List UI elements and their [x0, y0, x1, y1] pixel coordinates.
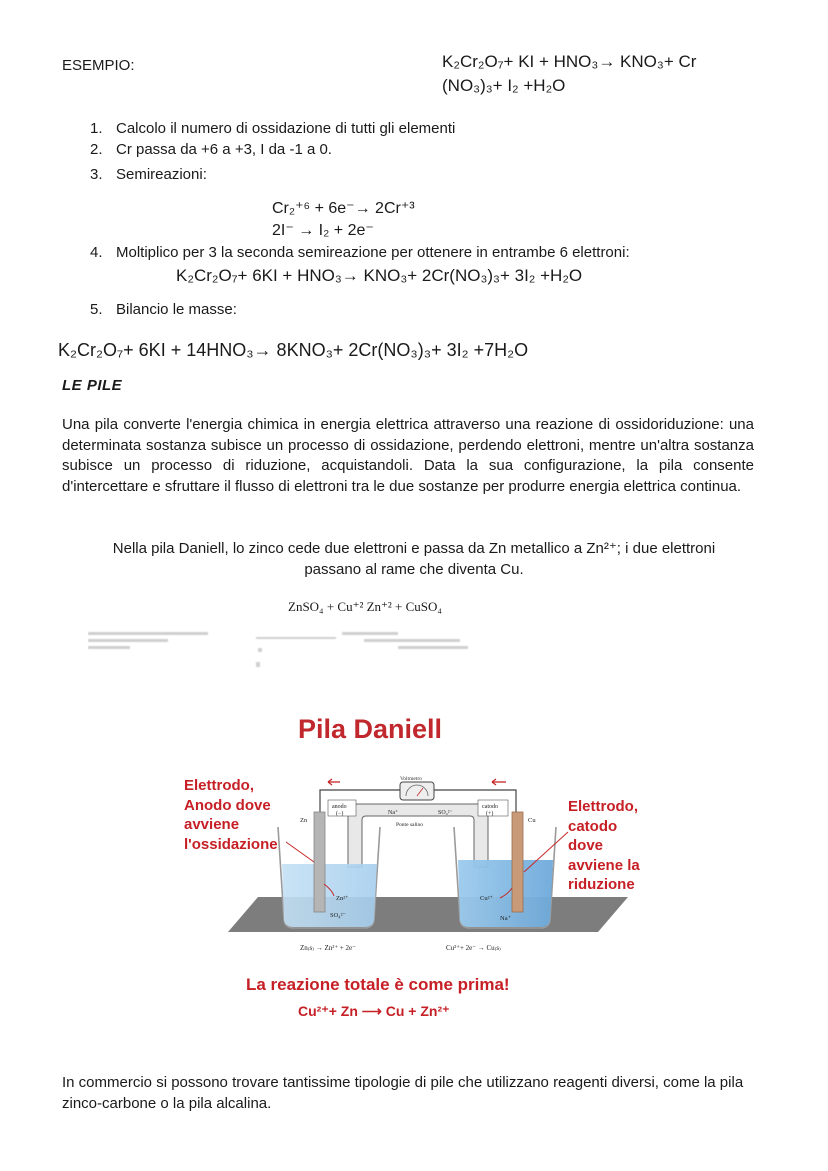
step-2 — [90, 140, 332, 160]
zinc-electrode — [314, 812, 325, 912]
anode-label: anodo — [332, 804, 347, 810]
total-reaction: Cu²⁺+ Zn ⟶ Cu + Zn²⁺ — [298, 1003, 450, 1019]
label-line: avviene — [184, 816, 240, 833]
blurred-scan-remnant — [88, 626, 508, 676]
label-line: catodo — [568, 817, 618, 835]
voltmeter-label: Voltmetro — [400, 776, 422, 782]
step-text: Calcolo il numero di ossidazione di tutti gli elementi — [116, 120, 456, 137]
step-text: Semireazioni: — [116, 166, 207, 183]
cathode-sign: (+) — [486, 811, 494, 817]
half-reaction-2: 2I⁻ → I₂ + 2e⁻ — [272, 222, 374, 239]
left-pointer — [286, 842, 314, 862]
paragraph-3: In commercio si possono trovare tantissime tipologie di pile che utilizzano reagenti diversi, come la pila zinco-carbone o la pila alcalina. — [62, 1074, 744, 1112]
step-number: 3. — [90, 166, 103, 183]
step-5 — [90, 300, 237, 320]
label-line: riduzione — [568, 876, 635, 893]
section-title: LE PILE — [62, 377, 123, 394]
step-text: Cr passa da +6 a +3, I da -1 a 0. — [116, 141, 332, 158]
paragraph-2-line2: passano al rame che diventa Cu. — [304, 561, 524, 578]
cu-ion: Cu²⁺ — [480, 895, 493, 902]
zn-ion: Zn²⁺ — [336, 895, 349, 902]
equation-final: K₂Cr₂O₇+ 6KI + 14HNO₃→ 8KNO₃+ 2Cr(NO₃)₃+ 3I₂ +7H₂O — [58, 340, 529, 360]
label-line: l'ossidazione — [184, 835, 278, 853]
step-1 — [90, 119, 455, 139]
salt-bridge-label: Ponte salino — [396, 822, 424, 828]
half-eq-right: Cu²⁺+ 2e⁻ → Cu₍s₎ — [446, 944, 501, 952]
paragraph-1: Una pila converte l'energia chimica in energia elettrica attraverso una reazione di ossidoriduzione: una determinata sostanza subisce un processo di ossidazione, perdendo elettroni, mentre un'altra sostanza subisce un processo di riduzione, acquistandoli. Data la sua configurazione, la pila consente d'intercettare e sfruttare il flusso di elettroni tra le due sostanze per produrre energia elettrica continua. — [62, 416, 754, 495]
paragraph-2-line1: Nella pila Daniell, lo zinco cede due elettroni e passa da Zn metallico a Zn²⁺; i due elettroni — [112, 540, 716, 557]
example-reaction-line2: (NO₃)₃+ I₂ +H₂O — [442, 76, 566, 95]
step-3 — [90, 165, 207, 185]
total-caption: La reazione totale è come prima! — [246, 975, 510, 994]
cu-label: Cu — [528, 817, 536, 824]
step-number: 4. — [90, 244, 103, 261]
label-line: avviene la — [568, 856, 640, 874]
label-line: Elettrodo, — [568, 798, 638, 815]
figure-title: Pila Daniell — [298, 714, 443, 744]
label-line: Elettrodo, — [184, 777, 254, 794]
label-line: Anodo dove — [184, 796, 271, 814]
daniell-cell-diagram — [228, 772, 628, 972]
anode-sign: (−) — [336, 811, 344, 817]
step-text: Bilancio le masse: — [116, 301, 237, 318]
zn-label: Zn — [300, 817, 308, 824]
na-ion-right: Na⁺ — [500, 915, 512, 922]
step-text: Moltiplico per 3 la seconda semireazione per ottenere in entrambe 6 elettroni: — [116, 244, 630, 261]
so4-ion-bridge: SO₄²⁻ — [438, 810, 453, 816]
na-ion-bridge: Na⁺ — [388, 810, 399, 816]
equation-step4: K₂Cr₂O₇+ 6KI + HNO₃→ KNO₃+ 2Cr(NO₃)₃+ 3I₂ +H₂O — [176, 266, 583, 285]
step-number: 1. — [90, 120, 103, 137]
small-reaction: ZnSO₄ + Cu⁺² Zn⁺² + CuSO₄ — [288, 599, 442, 614]
salt-bridge — [348, 804, 488, 867]
label-line: dove — [568, 837, 604, 854]
example-reaction-line1: K₂Cr₂O₇+ KI + HNO₃→ KNO₃+ Cr — [442, 52, 697, 71]
step-number: 2. — [90, 141, 103, 158]
so4-ion-left: SO₄²⁻ — [330, 912, 346, 919]
copper-electrode — [512, 812, 523, 912]
step-number: 5. — [90, 301, 103, 318]
example-label: ESEMPIO: — [62, 57, 135, 74]
step-4 — [90, 243, 630, 263]
half-eq-left: Zn₍s₎ → Zn²⁺ + 2e⁻ — [300, 944, 356, 952]
cathode-label: catodo — [482, 804, 498, 810]
half-reaction-1: Cr₂⁺⁶ + 6e⁻→ 2Cr⁺³ — [272, 200, 415, 217]
